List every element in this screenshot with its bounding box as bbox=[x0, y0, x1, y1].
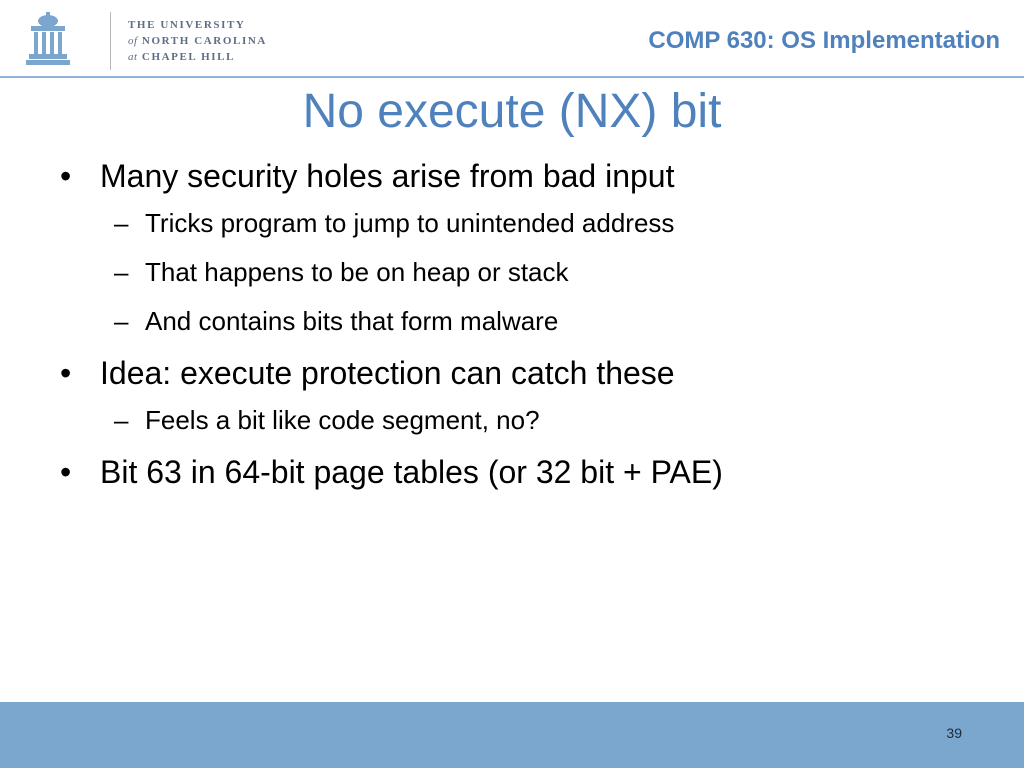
bullet-dot-icon: • bbox=[60, 158, 72, 194]
wordmark-line-3 bbox=[128, 49, 267, 65]
bullet-text: Many security holes arise from bad input bbox=[100, 158, 675, 194]
sub-bullet-item bbox=[60, 304, 980, 338]
sub-bullet-text: Feels a bit like code segment, no? bbox=[145, 405, 540, 435]
logo-divider bbox=[110, 12, 111, 70]
old-well-icon bbox=[26, 12, 70, 68]
sub-bullet-text: That happens to be on heap or stack bbox=[145, 257, 569, 287]
dash-icon: – bbox=[114, 405, 129, 435]
bullet-item bbox=[60, 156, 980, 196]
wordmark-north-carolina: NORTH CAROLINA bbox=[141, 35, 267, 47]
slide-header bbox=[0, 0, 1024, 78]
bullet-text: Idea: execute protection can catch these bbox=[100, 355, 675, 391]
sub-bullet-list bbox=[60, 206, 980, 338]
university-wordmark bbox=[128, 17, 267, 65]
header-rule bbox=[0, 76, 1024, 78]
sub-bullet-item bbox=[60, 403, 980, 437]
dash-icon: – bbox=[114, 257, 129, 287]
bullet-text: Bit 63 in 64-bit page tables (or 32 bit + PAE) bbox=[100, 454, 723, 490]
footer-bar bbox=[0, 702, 1024, 768]
dash-icon: – bbox=[114, 306, 129, 336]
wordmark-line-1: THE UNIVERSITY bbox=[128, 19, 246, 31]
slide-body bbox=[60, 156, 980, 502]
slide-title: No execute (NX) bit bbox=[302, 85, 722, 138]
university-logo bbox=[26, 12, 267, 70]
sub-bullet-item bbox=[60, 206, 980, 240]
sub-bullet-list bbox=[60, 403, 980, 437]
bullet-dot-icon: • bbox=[60, 355, 72, 391]
wordmark-chapel-hill: CHAPEL HILL bbox=[141, 51, 236, 63]
sub-bullet-text: And contains bits that form malware bbox=[145, 306, 559, 336]
bullet-item bbox=[60, 353, 980, 393]
sub-bullet-item bbox=[60, 255, 980, 289]
bullet-dot-icon: • bbox=[60, 454, 72, 490]
wordmark-prefix-of: of bbox=[128, 35, 138, 47]
wordmark-prefix-at: at bbox=[128, 51, 138, 63]
wordmark-line-2 bbox=[128, 33, 267, 49]
bullet-item bbox=[60, 452, 980, 492]
page-number: 39 bbox=[946, 725, 962, 741]
dash-icon: – bbox=[114, 208, 129, 238]
sub-bullet-text: Tricks program to jump to unintended address bbox=[145, 208, 675, 238]
course-title: COMP 630: OS Implementation bbox=[648, 27, 1000, 54]
